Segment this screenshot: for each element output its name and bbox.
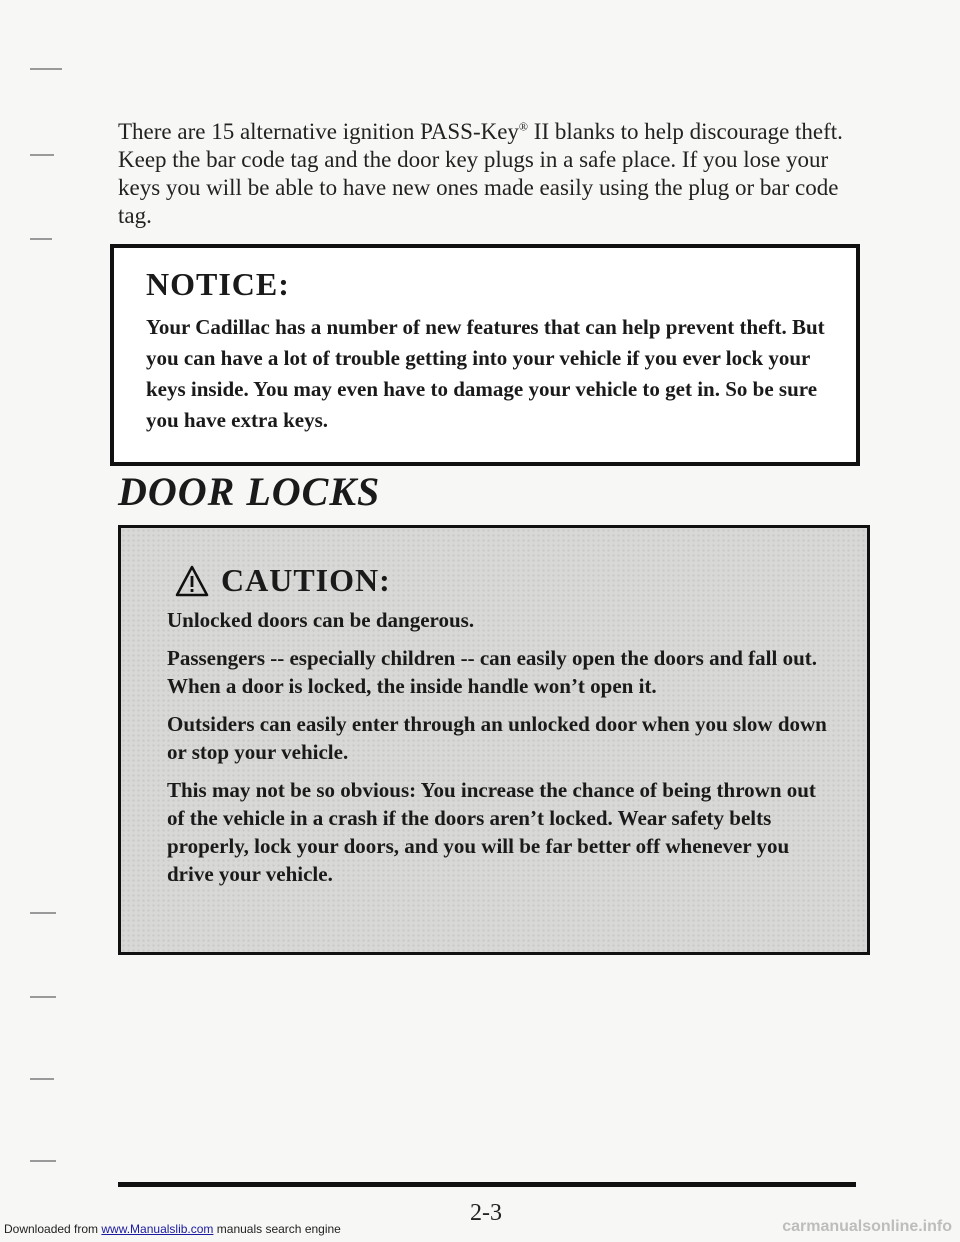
caution-paragraph: Outsiders can easily enter through an unlocked door when you slow down or stop your vehicle.	[167, 712, 827, 764]
caution-text	[167, 606, 827, 898]
watermark-prefix: Downloaded from	[4, 1222, 102, 1236]
site-watermark: carmanualsonline.info	[782, 1218, 952, 1235]
notice-body: Your Cadillac has a number of new features that can help prevent theft. But you can have a lot of trouble getting into your vehicle if you ever lock your keys inside. You may even have to damage your vehicle to get in. So be sure you have extra keys.	[146, 315, 825, 432]
footer-rule	[118, 1182, 856, 1187]
page-number: 2-3	[470, 1200, 502, 1226]
registered-mark: ®	[518, 119, 529, 134]
margin-mark	[30, 238, 52, 240]
intro-text-after: II blanks to help discourage theft. Keep the bar code tag and the door key plugs in a safe place. If you lose your keys you will be able to have new ones made easily using the plug or bar code tag.	[118, 119, 843, 228]
caution-paragraph: This may not be so obvious: You increase the chance of being thrown out of the vehicle in a crash if the doors aren’t locked. Wear safety belts properly, lock your doors, and you will be far better off whenever you drive your vehicle.	[167, 778, 816, 886]
margin-mark	[30, 1160, 56, 1162]
margin-mark	[30, 154, 54, 156]
notice-box	[110, 244, 860, 466]
margin-mark	[30, 1078, 54, 1080]
margin-mark	[30, 912, 56, 914]
caution-paragraph: Unlocked doors can be dangerous.	[167, 608, 475, 632]
intro-paragraph	[118, 118, 858, 230]
watermark-suffix: manuals search engine	[213, 1222, 341, 1236]
download-watermark	[4, 1222, 341, 1236]
section-heading: DOOR LOCKS	[118, 469, 381, 514]
caution-title: CAUTION:	[221, 562, 391, 598]
caution-box	[118, 525, 870, 955]
margin-mark	[30, 68, 62, 70]
notice-title: NOTICE:	[146, 266, 290, 302]
margin-mark	[30, 996, 56, 998]
caution-header	[175, 562, 391, 599]
manualslib-link[interactable]: www.Manualslib.com	[101, 1222, 214, 1236]
intro-text-before: There are 15 alternative ignition PASS-Key	[118, 119, 519, 144]
caution-paragraph: Passengers -- especially children -- can easily open the doors and fall out. When a door is locked, the inside handle won’t open it.	[167, 646, 818, 698]
warning-triangle-icon	[175, 565, 209, 597]
